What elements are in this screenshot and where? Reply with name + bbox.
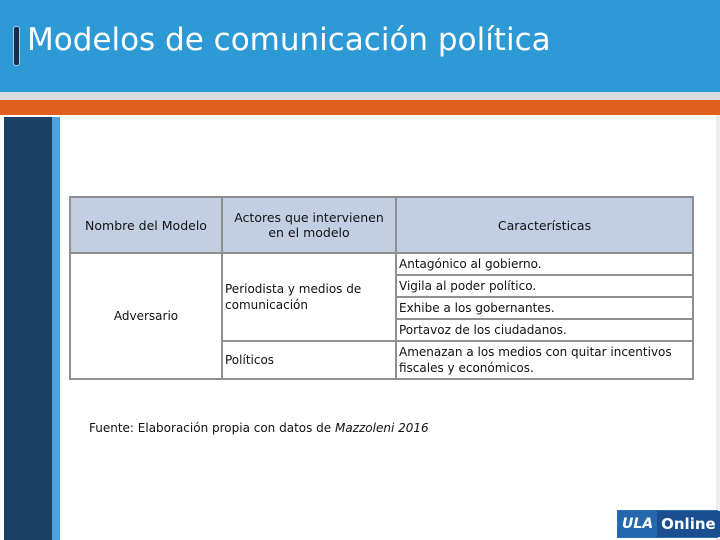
header-characteristics: Características xyxy=(396,197,693,253)
orange-band xyxy=(0,100,720,115)
actor-cell: Políticos xyxy=(222,341,396,379)
ula-online-logo xyxy=(617,510,718,538)
source-author: Mazzoleni 2016 xyxy=(335,421,429,435)
header-actors: Actores que intervienen en el modelo xyxy=(222,197,396,253)
left-accent-bar xyxy=(4,117,52,540)
logo-mark: ULA xyxy=(618,511,657,537)
source-prefix: Fuente: Elaboración propia con datos de xyxy=(89,421,335,435)
title-shadow xyxy=(0,92,720,100)
header-model-name: Nombre del Modelo xyxy=(70,197,222,253)
left-accent-edge xyxy=(52,117,60,540)
slide-title: Modelos de comunicación política xyxy=(27,22,551,58)
title-marker xyxy=(14,27,19,65)
characteristic-cell: Amenazan a los medios con quitar incentivos fiscales y económicos. xyxy=(396,341,693,379)
table-header-row xyxy=(70,197,693,253)
logo-word: Online xyxy=(657,511,720,537)
table-row xyxy=(70,253,693,275)
characteristic-cell: Vigila al poder político. xyxy=(396,275,693,297)
characteristic-cell: Exhibe a los gobernantes. xyxy=(396,297,693,319)
characteristic-cell: Antagónico al gobierno. xyxy=(396,253,693,275)
model-name-cell: Adversario xyxy=(70,253,222,379)
source-note xyxy=(89,421,429,435)
actor-cell: Periodista y medios de comunicación xyxy=(222,253,396,341)
characteristic-cell: Portavoz de los ciudadanos. xyxy=(396,319,693,341)
models-table xyxy=(69,196,694,380)
